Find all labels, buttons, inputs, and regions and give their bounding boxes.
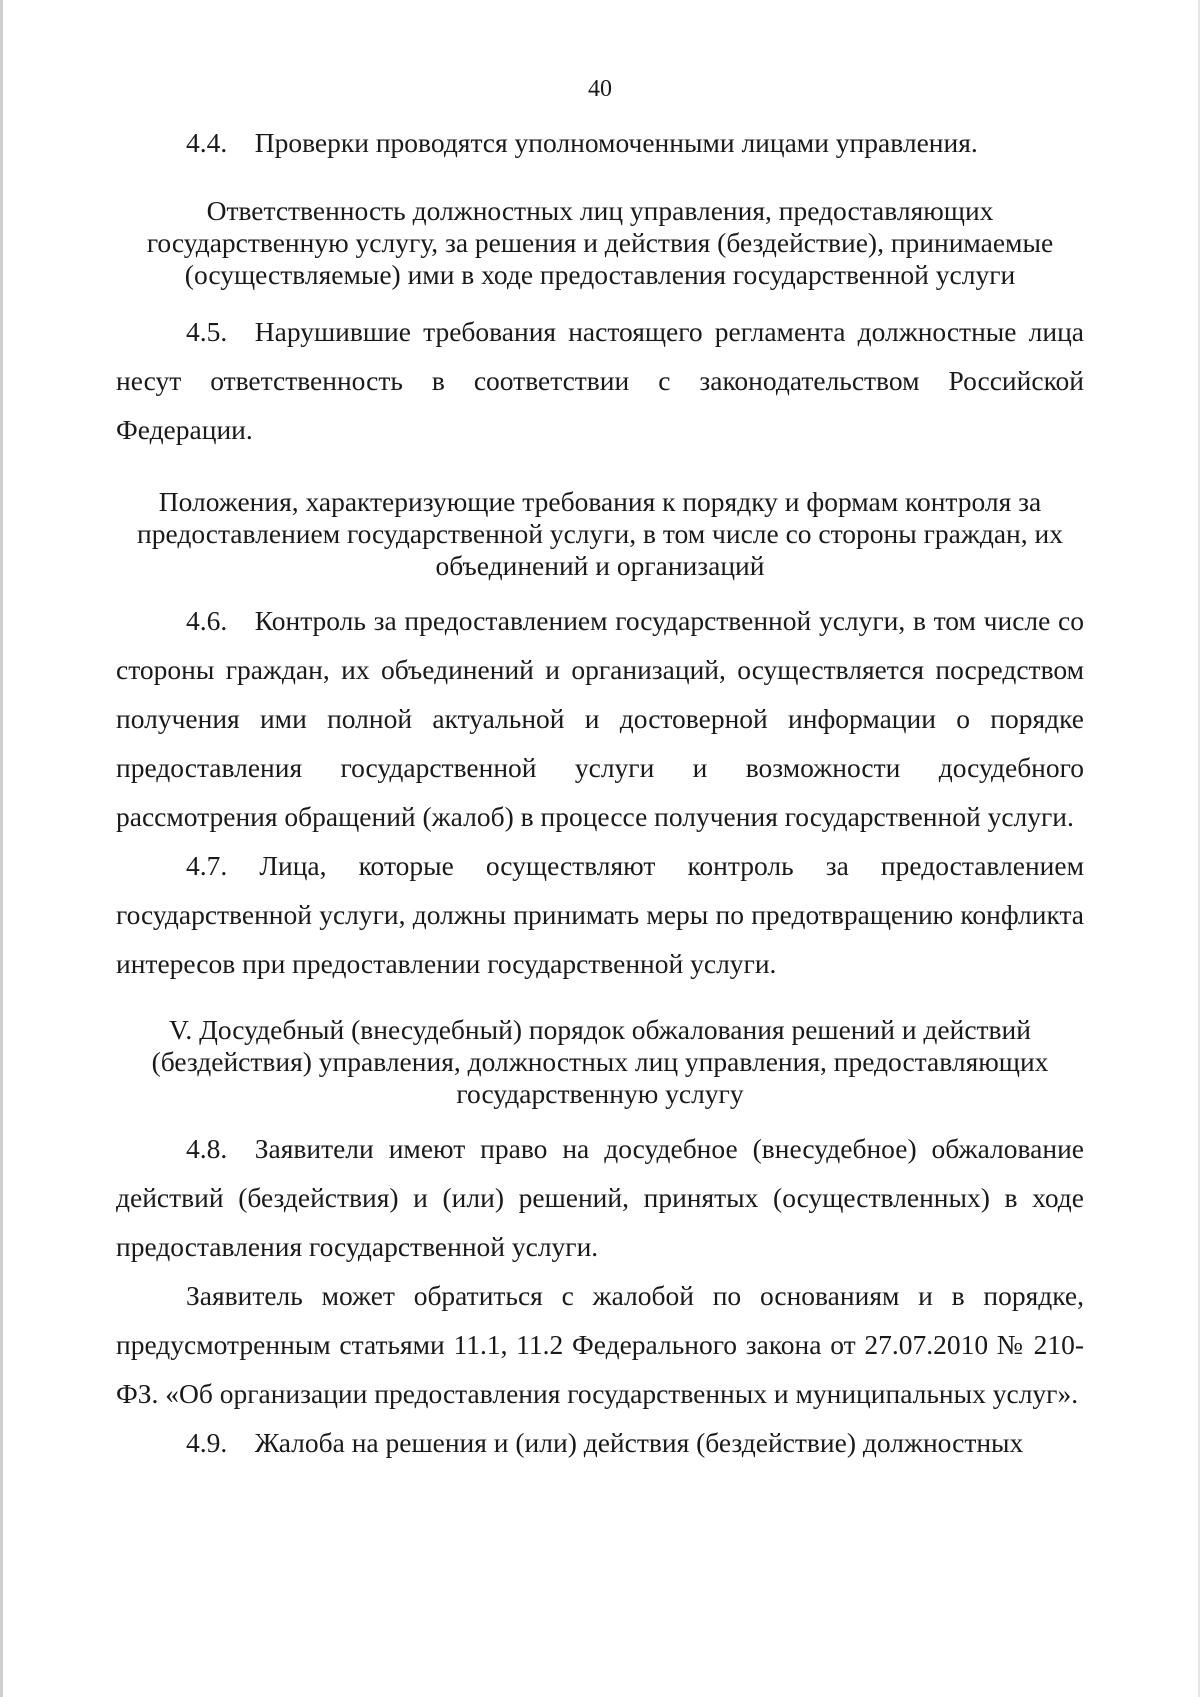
paragraph-4-7: 4.7. Лица, которые осуществляют контроль за предоставлением государственной услуги, должны принимать меры по предотвращению конфликта интересов при предоставлении государственной услуги.: [116, 850, 1084, 979]
section-heading-control-provisions: Положения, характеризующие требования к порядку и формам контроля за предоставлением государственной услуги, в том числе со стороны граждан, их объединений и организаций: [137, 486, 1063, 581]
paragraph-4-5: 4.5. Нарушившие требования настоящего регламента должностные лица несут ответственность в соответствии с законодательством Российской Федерации.: [116, 316, 1084, 445]
paragraph-4-8: 4.8. Заявители имеют право на досудебное (внесудебное) обжалование действий (бездействия) и (или) решений, принятых (осуществленных) в ходе предоставления государственной услуги.: [116, 1133, 1084, 1262]
page-left-edge: [0, 0, 3, 1697]
paragraph-4-9: 4.9. Жалоба на решения и (или) действия (бездействие) должностных: [186, 1427, 1024, 1458]
paragraph-4-6: 4.6. Контроль за предоставлением государственной услуги, в том числе со стороны граждан, их объединений и организаций, осуществляется посредством получения ими полной актуальной и достоверной информации о порядке предоставления государственной услуги и возможности досудебного рассмотрения обращений (жалоб) в процессе получения государственной услуги.: [116, 605, 1084, 832]
page-number: 40: [588, 76, 612, 102]
section-heading-appeal-procedure: V. Досудебный (внесудебный) порядок обжалования решений и действий (бездействия) управления, должностных лиц управления, предоставляющих государственную услугу: [151, 1014, 1049, 1109]
paragraph-applicant-complaint: Заявитель может обратиться с жалобой по основаниям и в порядке, предусмотренным статьями 11.1, 11.2 Федерального закона от 27.07.2010 № 210-ФЗ. «Об организации предоставления государственных и муниципальных услуг».: [116, 1280, 1084, 1409]
document-body: [116, 118, 1084, 1467]
paragraph-4-4: 4.4. Проверки проводятся уполномоченными лицами управления.: [186, 127, 978, 158]
section-heading-responsibility: Ответственность должностных лиц управления, предоставляющих государственную услугу, за решения и действия (бездействие), принимаемые (осуществляемые) ими в ходе предоставления государственной услуги: [146, 195, 1054, 290]
